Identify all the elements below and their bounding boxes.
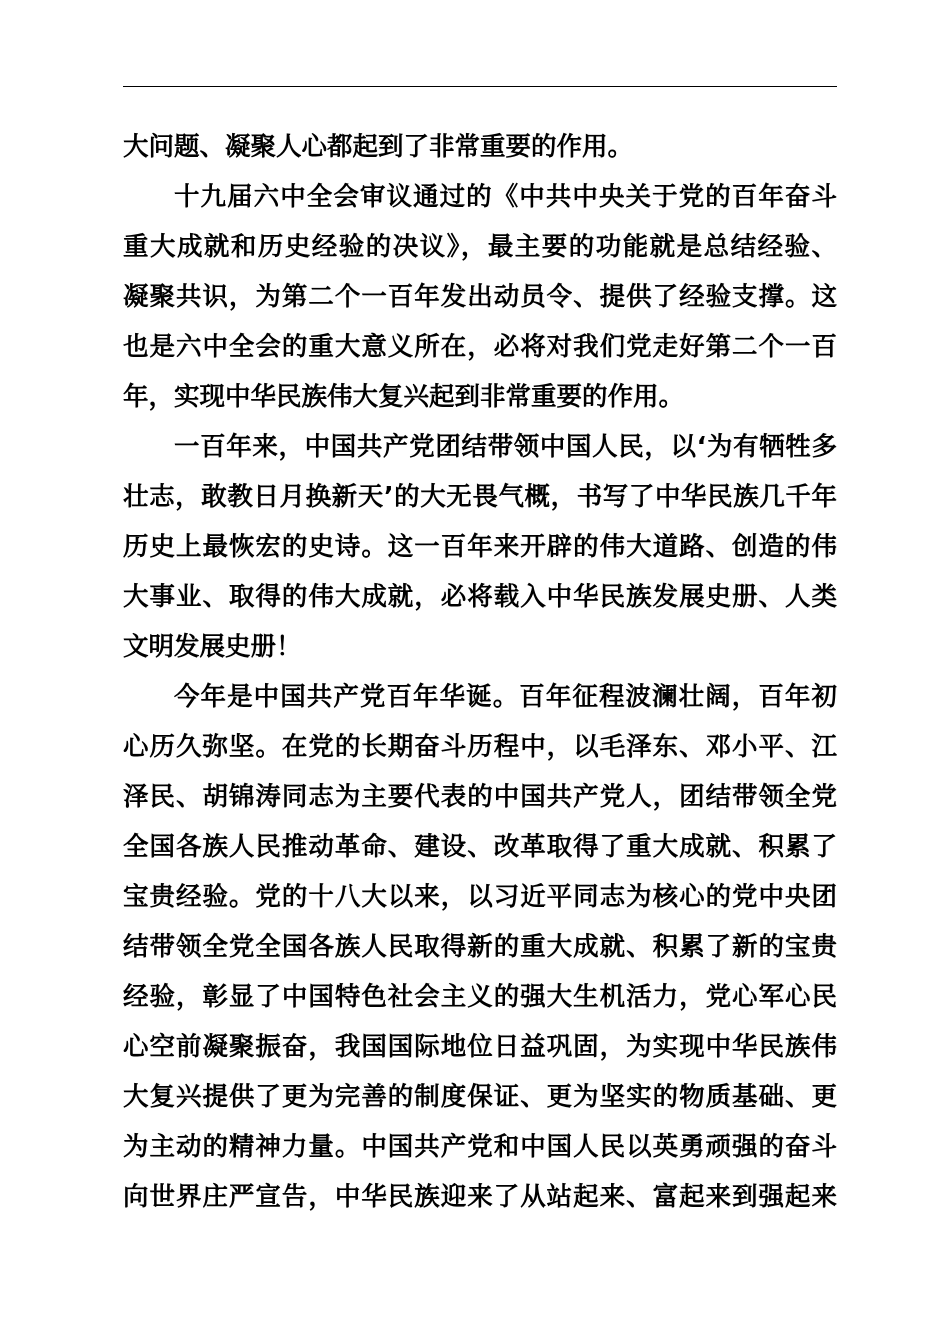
text-line: 为主动的精神力量。中国共产党和中国人民以英勇顽强的奋斗 (123, 1132, 837, 1162)
text-line: 十九届六中全会审议通过的《中共中央关于党的百年奋斗 (174, 182, 837, 212)
body-text (123, 122, 837, 1222)
text-line: 壮志，敢教日月换新天’的大无畏气概，书写了中华民族几千年 (123, 482, 837, 512)
text-line: 结带领全党全国各族人民取得新的重大成就、积累了新的宝贵 (123, 932, 837, 962)
text-line: 心历久弥坚。在党的长期奋斗历程中，以毛泽东、邓小平、江 (123, 732, 837, 762)
text-line: 大问题、凝聚人心都起到了非常重要的作用。 (123, 132, 634, 162)
text-line: 全国各族人民推动革命、建设、改革取得了重大成就、积累了 (123, 832, 837, 862)
header-rule (123, 86, 837, 87)
text-line: 文明发展史册！ (123, 632, 302, 662)
text-line: 宝贵经验。党的十八大以来，以习近平同志为核心的党中央团 (123, 882, 837, 912)
text-line: 凝聚共识，为第二个一百年发出动员令、提供了经验支撑。这 (123, 282, 837, 312)
text-line: 重大成就和历史经验的决议》，最主要的功能就是总结经验、 (123, 232, 837, 262)
text-line: 今年是中国共产党百年华诞。百年征程波澜壮阔，百年初 (174, 682, 837, 712)
text-line: 历史上最恢宏的史诗。这一百年来开辟的伟大道路、创造的伟 (123, 532, 837, 562)
text-line: 大事业、取得的伟大成就，必将载入中华民族发展史册、人类 (123, 582, 837, 612)
text-line: 也是六中全会的重大意义所在，必将对我们党走好第二个一百 (123, 332, 837, 362)
text-line: 泽民、胡锦涛同志为主要代表的中国共产党人，团结带领全党 (123, 782, 837, 812)
text-line: 心空前凝聚振奋，我国国际地位日益巩固，为实现中华民族伟 (123, 1032, 837, 1062)
text-line: 大复兴提供了更为完善的制度保证、更为坚实的物质基础、更 (123, 1082, 837, 1112)
text-line: 年，实现中华民族伟大复兴起到非常重要的作用。 (123, 382, 685, 412)
text-line: 经验，彰显了中国特色社会主义的强大生机活力，党心军心民 (123, 982, 837, 1012)
text-line: 一百年来，中国共产党团结带领中国人民，以‘为有牺牲多 (174, 432, 837, 462)
text-line: 向世界庄严宣告，中华民族迎来了从站起来、富起来到强起来 (123, 1182, 837, 1212)
